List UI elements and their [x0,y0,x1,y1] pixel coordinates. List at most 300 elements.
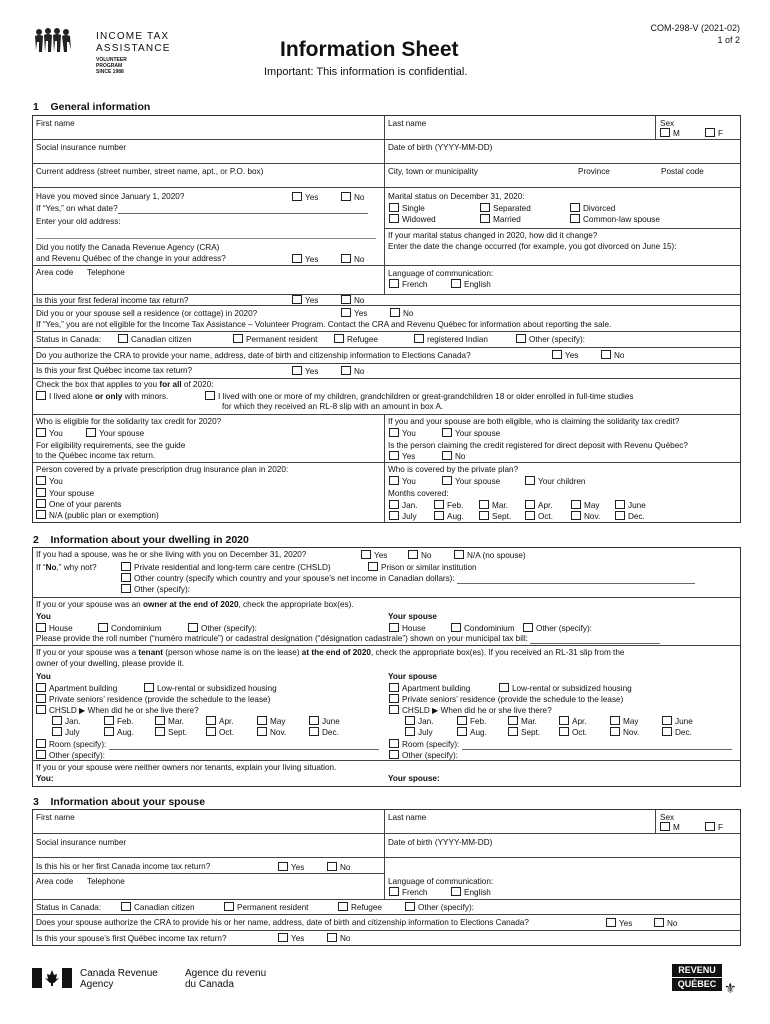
roll-number: Please provide the roll number (“numéro matricule”) or cadastral designation (“désignation cadastrale”) shown on your municipal tax bill: [36,634,660,644]
drug-spouse-checkbox[interactable] [36,488,46,497]
cra-en-1: Canada Revenue [80,968,158,979]
covered-month-2 [434,500,463,511]
lived-alone: I lived alone or only with minors. [36,391,168,402]
why-other-checkbox[interactable] [121,584,131,593]
spouse-living-question: If you had a spouse, was he or she living with you on December 31, 2020? [36,550,307,559]
covered-month-label: Sept. [492,512,512,521]
spouse-chsld-month-label: June [675,717,693,726]
first-federal-no-checkbox[interactable] [341,295,351,304]
spouse-chsld-month-checkbox[interactable] [559,716,569,725]
drug-parents-checkbox[interactable] [36,499,46,508]
you-chsld-month-label: Dec. [322,728,339,737]
covered-month-checkbox[interactable] [479,500,489,509]
you-chsld-month-label: Apr. [219,717,234,726]
drug-na: N/A (public plan or exemption) [36,510,159,521]
covered-month-checkbox[interactable] [525,511,535,520]
you-chsld-month-label: June [322,717,340,726]
other-country-field[interactable] [457,576,695,584]
page-number: 1 of 2 [717,35,740,45]
spouse-chsld-month-checkbox[interactable] [457,727,467,736]
sex-f-label: F [718,129,724,138]
citizen: Canadian citizen [118,334,192,345]
spouse-chsld-month-4 [559,716,587,727]
spouse-chsld-month-label: July [418,728,433,737]
english: English [451,279,491,290]
owner-question: If you or your spouse was an owner at the end of 2020, check the appropriate box(es). [36,600,354,609]
both-eligible: If you and your spouse are both eligible, who is claiming the solidarity tax credit? [388,417,680,426]
area-code-label: Area code [36,268,74,277]
spouse-chsld-month-11 [610,727,639,738]
spouse-status: Status in Canada: [36,903,102,912]
revenu-quebec-logo [672,964,742,1014]
authorize-no-checkbox[interactable] [601,350,611,359]
spouse-auth-no: No [654,918,677,929]
spouse-refugee-checkbox[interactable] [338,902,348,911]
prison-checkbox[interactable] [368,562,378,571]
spouse-chsld-month-6 [662,716,693,727]
spouse-refugee: Refugee [338,902,382,913]
spouse-other-checkbox[interactable] [389,750,399,759]
spouse-chsld-month-7 [405,727,433,738]
you-chsld-month-11 [257,727,286,738]
covered-month-checkbox[interactable] [389,500,399,509]
neither-spouse: Your spouse: [388,774,440,783]
spouse-chsld: CHSLD ▶ When did he or she live there? [389,705,552,716]
living-yes-checkbox[interactable] [361,550,371,559]
married-checkbox[interactable] [480,214,490,223]
spouse-perm: Permanent resident [224,902,308,913]
covered-month-label: Oct. [538,512,554,521]
lived-children: I lived with one or more of my children, grandchildren or great-grandchildren 18 or older enrolled in full-time studies [205,391,634,402]
you-chsld-month-2 [104,716,133,727]
living-na-checkbox[interactable] [454,550,464,559]
notify-yes-checkbox[interactable] [292,254,302,263]
covered-month-checkbox[interactable] [525,500,535,509]
you-chsld-month-checkbox[interactable] [155,727,165,736]
drug-you: You [36,476,63,487]
spouse-apartment-checkbox[interactable] [389,683,399,692]
spouse-room: Room (specify): [389,739,732,750]
spouse-last-name-label: Last name [388,813,427,822]
covered-month-1 [389,500,417,511]
covered-month-checkbox[interactable] [615,511,625,520]
you-chsld-month-checkbox[interactable] [52,716,62,725]
spouse-chsld-month-checkbox[interactable] [662,727,672,736]
spouse-status-other-checkbox[interactable] [405,902,415,911]
spouse-sin-field[interactable] [36,847,376,856]
spouse-sex-f-checkbox[interactable] [705,822,715,831]
spouse-seniors: Private seniors’ residence (provide the schedule to the lease) [389,694,623,705]
moved-date-field[interactable] [118,206,368,214]
sell-no: No [390,308,413,319]
moved-yes: Yes [292,192,318,203]
spouse-chsld-month-checkbox[interactable] [662,716,672,725]
prison: Prison or similar institution [368,562,477,573]
moved-date: If “Yes,” on what date? [36,204,368,214]
deposit-no-checkbox[interactable] [442,451,452,460]
separated: Separated [480,203,531,214]
old-address-field[interactable] [36,238,376,239]
notify-no: No [341,254,364,265]
drug-question: Person covered by a private prescription drug insurance plan in 2020: [36,465,289,474]
owner-you-house-checkbox[interactable] [36,623,46,632]
sex-m-label: M [673,129,680,138]
you-room-field[interactable] [109,742,379,750]
lived-children-2: for which they received an RL-8 slip with an amount in box A. [222,402,444,411]
province-label: Province [578,167,610,176]
divorced-checkbox[interactable] [570,203,580,212]
deposit-no: No [442,451,465,462]
status-label: Status in Canada: [36,335,102,344]
address-field[interactable] [36,177,376,186]
spouse-seniors-checkbox[interactable] [389,694,399,703]
spouse-room-field[interactable] [462,742,732,750]
first-federal-yes: Yes [292,295,318,306]
notify-question-2: and Revenu Québec of the change in your address? [36,254,226,263]
owner-spouse-label: Your spouse [388,612,437,621]
spouse-french-checkbox[interactable] [389,887,399,896]
owner-you-other-checkbox[interactable] [188,623,198,632]
spouse-low-rental-checkbox[interactable] [499,683,509,692]
you-chsld-month-checkbox[interactable] [104,716,114,725]
cra-en-2: Agency [80,979,114,990]
owner-spouse-other-checkbox[interactable] [523,623,533,632]
spouse-chsld-month-label: Sept. [521,728,541,737]
covered-month-checkbox[interactable] [434,511,444,520]
covered-month-checkbox[interactable] [434,500,444,509]
solidarity-you-checkbox[interactable] [36,428,46,437]
covered-month-checkbox[interactable] [479,511,489,520]
owner-spouse-house: House [389,623,426,634]
spouse-chsld-month-5 [610,716,638,727]
sin-label: Social insurance number [36,143,127,152]
you-chsld-month-checkbox[interactable] [206,716,216,725]
notify-question-1: Did you notify the Canada Revenue Agency (CRA) [36,243,220,252]
you-chsld-month-5 [257,716,285,727]
you-chsld-month-label: Oct. [219,728,235,737]
you-chsld-month-6 [309,716,340,727]
living-no-checkbox[interactable] [408,550,418,559]
deposit-yes-checkbox[interactable] [389,451,399,460]
deposit-yes: Yes [389,451,415,462]
you-chsld-checkbox[interactable] [36,705,46,714]
perm-resident-checkbox[interactable] [233,334,243,343]
spouse-chsld-month-10 [559,727,587,738]
you-chsld-month-label: Aug. [117,728,134,737]
spouse-chsld-month-checkbox[interactable] [508,716,518,725]
spouse-fc-no: No [327,862,350,873]
logo-small-1: VOLUNTEER [96,57,127,63]
dob-field[interactable] [388,153,728,162]
spouse-sex-m-checkbox[interactable] [660,822,670,831]
spouse-telephone: Telephone [87,877,125,886]
spouse-apartment: Apartment building [389,683,470,694]
spouse-chsld-month-checkbox[interactable] [610,716,620,725]
lived-children-checkbox[interactable] [205,391,215,400]
you-chsld-month-8 [104,727,134,738]
moved-no-checkbox[interactable] [341,192,351,201]
last-name-label: Last name [388,119,427,128]
spouse-last-name-field[interactable] [388,823,648,832]
owner-spouse-condo-checkbox[interactable] [451,623,461,632]
covered-children: Your children [525,476,586,487]
covered-month-label: Nov. [584,512,601,521]
you-chsld-month-checkbox[interactable] [206,727,216,736]
spouse-auth-no-checkbox[interactable] [654,918,664,927]
telephone-label: Telephone [87,268,125,277]
you-low-rental: Low-rental or subsidized housing [144,683,277,694]
covered-month-8 [434,511,464,522]
living-no: No [408,550,431,561]
owner-spouse-house-checkbox[interactable] [389,623,399,632]
solidarity-spouse: Your spouse [86,428,144,439]
moved-yes-checkbox[interactable] [292,192,302,201]
old-address-label: Enter your old address: [36,217,121,226]
you-chsld-month-label: Jan. [65,717,81,726]
last-name-field[interactable] [388,129,648,138]
spouse-citizen-checkbox[interactable] [121,902,131,911]
fleur-de-lis-icon: ⚜ [724,980,737,996]
section2-heading: 2 Information about your dwelling in 2020 [33,534,249,546]
logo-text-2: ASSISTANCE [96,43,171,54]
covered-month-5 [571,500,599,511]
authorize-yes-checkbox[interactable] [552,350,562,359]
first-quebec-yes: Yes [292,366,318,377]
who-covered: Who is covered by the private plan? [388,465,519,474]
you-seniors-checkbox[interactable] [36,694,46,703]
city-label: City, town or municipality [388,167,478,176]
you-chsld-month-10 [206,727,234,738]
you-low-rental-checkbox[interactable] [144,683,154,692]
common-law-checkbox[interactable] [570,214,580,223]
covered-spouse-checkbox[interactable] [442,476,452,485]
marital-question: Marital status on December 31, 2020: [388,192,525,201]
chsld: Private residential and long-term care centre (CHSLD) [121,562,331,573]
sex-f-checkbox[interactable] [705,128,715,137]
sell-question: Did you or your spouse sell a residence (or cottage) in 2020? [36,309,258,318]
solidarity-question: Who is eligible for the solidarity tax credit for 2020? [36,417,222,426]
address-label: Current address (street number, street name, apt., or P.O. box) [36,167,264,176]
spouse-fc-yes: Yes [278,862,304,873]
spouse-chsld-month-label: Oct. [572,728,588,737]
you-apartment-checkbox[interactable] [36,683,46,692]
you-chsld-month-label: Nov. [270,728,287,737]
spouse-english: English [451,887,491,898]
cra-fr-2: du Canada [185,979,234,990]
covered-month-12 [615,511,645,522]
sell-note: If “Yes,” you are not eligible for the Income Tax Assistance – Volunteer Program. Contact the CRA and Revenu Québec for information about reporting the sale. [36,320,612,329]
authorize-no: No [601,350,624,361]
page-subtitle: Important: This information is confidential. [264,66,468,78]
you-chsld-month-checkbox[interactable] [52,727,62,736]
spouse-chsld-month-label: May [623,717,639,726]
spouse-chsld-month-checkbox[interactable] [508,727,518,736]
spouse-auth-yes-checkbox[interactable] [606,918,616,927]
status-other: Other (specify): [516,334,585,345]
covered-you-checkbox[interactable] [389,476,399,485]
you-chsld-month-checkbox[interactable] [309,727,319,736]
covered-month-label: Mar. [492,501,508,510]
moved-question: Have you moved since January 1, 2020? [36,192,185,201]
owner-spouse-other: Other (specify): [523,623,592,634]
covered-month-11 [571,511,600,522]
you-chsld-month-checkbox[interactable] [155,716,165,725]
claim-you-checkbox[interactable] [389,428,399,437]
roll-number-field[interactable] [530,636,660,644]
covered-month-label: June [628,501,646,510]
spouse-chsld-month-label: Apr. [572,717,587,726]
spouse-language: Language of communication: [388,877,494,886]
french-checkbox[interactable] [389,279,399,288]
covered-month-label: Feb. [447,501,464,510]
authorize-yes: Yes [552,350,578,361]
owner-spouse-condo: Condominium [451,623,515,634]
you-chsld-month-label: May [270,717,286,726]
spouse-chsld-month-12 [662,727,692,738]
tenant-question-2: owner of your dwelling, please provide it. [36,659,184,668]
spouse-fc-no-checkbox[interactable] [327,862,337,871]
drug-na-checkbox[interactable] [36,510,46,519]
spouse-chsld-month-checkbox[interactable] [405,716,415,725]
spouse-room-checkbox[interactable] [389,739,399,748]
you-chsld-month-3 [155,716,184,727]
you-chsld-month-label: Mar. [168,717,184,726]
spouse-auth-yes: Yes [606,918,632,929]
spouse-chsld-month-checkbox[interactable] [405,727,415,736]
first-federal-yes-checkbox[interactable] [292,295,302,304]
spouse-perm-checkbox[interactable] [224,902,234,911]
tenant-spouse-label: Your spouse [388,672,437,681]
first-quebec-no-checkbox[interactable] [341,366,351,375]
authorize-question: Do you authorize the CRA to provide your name, address, date of birth and citizenship information to Elections Canada? [36,351,471,360]
spouse-first-canada: Is this his or her first Canada income tax return? [36,862,211,871]
spouse-fc-yes-checkbox[interactable] [278,862,288,871]
spouse-fq-no: No [327,933,350,944]
you-chsld-month-12 [309,727,339,738]
spouse-chsld-month-3 [508,716,537,727]
spouse-dob-field[interactable] [388,847,728,856]
you-chsld-month-label: Sept. [168,728,188,737]
spouse-chsld-checkbox[interactable] [389,705,399,714]
spouse-first-quebec: Is this your spouse’s first Québec income tax return? [36,934,227,943]
you-chsld-month-checkbox[interactable] [257,727,267,736]
spouse-status-other: Other (specify): [405,902,474,913]
claim-spouse-checkbox[interactable] [442,428,452,437]
spouse-first-name-field[interactable] [36,823,376,832]
notify-yes: Yes [292,254,318,265]
first-quebec-yes-checkbox[interactable] [292,366,302,375]
drug-spouse: Your spouse [36,488,94,499]
spouse-low-rental: Low-rental or subsidized housing [499,683,632,694]
covered-month-3 [479,500,508,511]
sin-field[interactable] [36,153,376,162]
you-room: Room (specify): [36,739,379,750]
tenant-you-label: You [36,672,51,681]
you-chsld-month-label: Feb. [117,717,134,726]
you-chsld-month-checkbox[interactable] [257,716,267,725]
spouse-fq-no-checkbox[interactable] [327,933,337,942]
covered-month-checkbox[interactable] [571,511,581,520]
status-other-checkbox[interactable] [516,334,526,343]
single-checkbox[interactable] [389,203,399,212]
notify-no-checkbox[interactable] [341,254,351,263]
citizen-checkbox[interactable] [118,334,128,343]
direct-deposit: Is the person claiming the credit registered for direct deposit with Revenu Québec? [388,441,688,450]
spouse-chsld-month-label: Nov. [623,728,640,737]
spouse-fq-yes-checkbox[interactable] [278,933,288,942]
widowed-checkbox[interactable] [389,214,399,223]
refugee-checkbox[interactable] [334,334,344,343]
first-quebec-no: No [341,366,364,377]
rq-text-1: REVENU [672,964,722,977]
covered-month-9 [479,511,511,522]
covered-month-checkbox[interactable] [389,511,399,520]
you-apartment: Apartment building [36,683,117,694]
covered-children-checkbox[interactable] [525,476,535,485]
divorced: Divorced [570,203,615,214]
spouse-english-checkbox[interactable] [451,887,461,896]
spouse-chsld-month-checkbox[interactable] [559,727,569,736]
spouse-chsld-month-checkbox[interactable] [457,716,467,725]
language-question: Language of communication: [388,269,494,278]
drug-you-checkbox[interactable] [36,476,46,485]
you-chsld-month-checkbox[interactable] [309,716,319,725]
sex-label: Sex [660,119,675,128]
sex-m-checkbox[interactable] [660,128,670,137]
spouse-french: French [389,887,427,898]
spouse-chsld-month-checkbox[interactable] [610,727,620,736]
logo-small-2: PROGRAM [96,63,123,69]
eligibility-2: to the Québec income tax return. [36,451,156,460]
lived-alone-checkbox[interactable] [36,391,46,400]
living-yes: Yes [361,550,387,561]
you-other-checkbox[interactable] [36,750,46,759]
spouse-fq-yes: Yes [278,933,304,944]
spouse-citizen: Canadian citizen [121,902,195,913]
itap-logo [34,28,74,54]
first-name-field[interactable] [36,129,376,138]
english-checkbox[interactable] [451,279,461,288]
eligibility-1: For eligibility requirements, see the guide [36,441,186,450]
spouse-sex-m: M [660,822,680,833]
covered-month-checkbox[interactable] [615,500,625,509]
form-code: COM-298-V (2021-02) [650,23,740,33]
owner-you-condo: Condominium [98,623,162,634]
indian: registered Indian [414,334,488,345]
common-law: Common-law spouse [570,214,660,225]
french: French [389,279,427,290]
you-room-checkbox[interactable] [36,739,46,748]
sell-no-checkbox[interactable] [390,308,400,317]
other-country-checkbox[interactable] [121,573,131,582]
indian-checkbox[interactable] [414,334,424,343]
spouse-chsld-month-8 [457,727,487,738]
covered-month-10 [525,511,553,522]
rq-text-2: QUÉBEC [672,978,722,991]
owner-you-house: House [36,623,73,634]
owner-you-condo-checkbox[interactable] [98,623,108,632]
spouse-chsld-month-label: Mar. [521,717,537,726]
sex-m [660,128,680,139]
first-federal-question: Is this your first federal income tax return? [36,296,189,305]
covered-month-checkbox[interactable] [571,500,581,509]
separated-checkbox[interactable] [480,203,490,212]
solidarity-spouse-checkbox[interactable] [86,428,96,437]
chsld-checkbox[interactable] [121,562,131,571]
sex-f [705,128,723,139]
you-chsld-month-checkbox[interactable] [104,727,114,736]
sell-yes-checkbox[interactable] [341,308,351,317]
